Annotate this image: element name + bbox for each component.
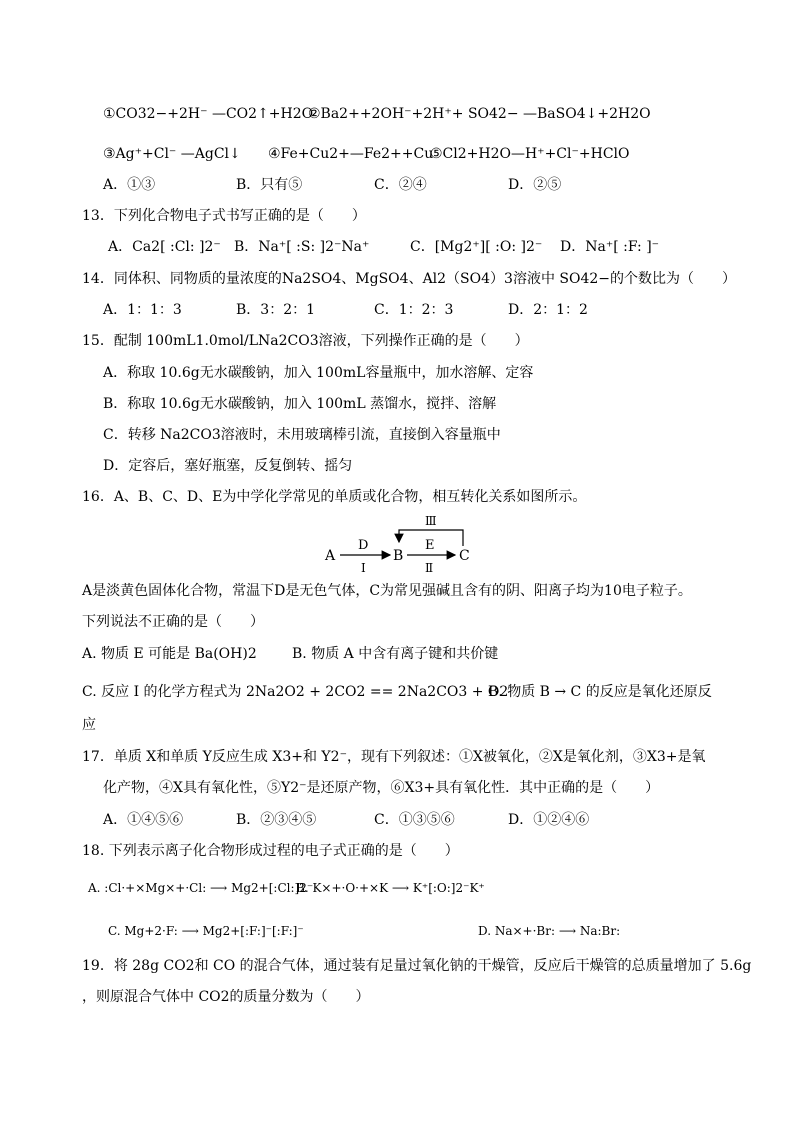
q15-option-b[interactable]: B．称取 10.6g无水碳酸钠，加入 100mL 蒸馏水，搅拌、溶解 (103, 396, 497, 412)
q17-option-a[interactable]: A．①④⑤⑥ (103, 812, 184, 828)
q18-stem: 18. 下列表示离子化合物形成过程的电子式正确的是（ ） (82, 843, 459, 859)
q12-option-a[interactable]: A．①③ (103, 177, 156, 193)
q12-eq2: ②Ba2++2OH⁻+2H⁺+ SO42− —BaSO4↓+2H2O (308, 106, 651, 122)
q16-stem: 16．A、B、C、D、E为中学化学常见的单质或化合物，相互转化关系如图所示。 (82, 489, 587, 505)
q12-option-d[interactable]: D．②⑤ (508, 177, 562, 193)
q16-option-b[interactable]: B. 物质 A 中含有离子键和共价键 (292, 646, 499, 662)
diagram-label-r2: Ⅱ (425, 561, 434, 575)
q15-option-d[interactable]: D．定容后，塞好瓶塞，反复倒转、摇匀 (103, 458, 353, 474)
q12-eq1: ①CO32−+2H⁻ —CO2↑+H2O (103, 106, 314, 122)
q18-option-a[interactable]: A. :Cl·+×Mg×+·Cl: ⟶ Mg2+[:Cl:]2⁻ (88, 881, 314, 895)
q16-option-a[interactable]: A. 物质 E 可能是 Ba(OH)2 (82, 646, 257, 662)
q12-eq4: ④Fe+Cu2+—Fe2++Cu (268, 146, 434, 162)
q13-option-c[interactable]: C．[Mg2⁺][ :O: ]2⁻ (410, 239, 543, 255)
diagram-label-b: B (393, 548, 404, 564)
q18-option-c[interactable]: C. Mg+2·F: ⟶ Mg2+[:F:]⁻[:F:]⁻ (108, 924, 304, 938)
q15-option-a[interactable]: A．称取 10.6g无水碳酸钠，加入 100mL容量瓶中，加水溶解、定容 (103, 365, 534, 381)
q13-option-b[interactable]: B．Na⁺[ :S: ]2⁻Na⁺ (234, 239, 370, 255)
q12-option-c[interactable]: C．②④ (374, 177, 427, 193)
q14-option-d[interactable]: D．2：1：2 (508, 302, 588, 318)
q14-option-c[interactable]: C．1：2：3 (374, 302, 454, 318)
q12-option-b[interactable]: B．只有⑤ (236, 177, 303, 193)
q16-desc1: A是淡黄色固体化合物，常温下D是无色气体，C为常见强碱且含有的阴、阳离子均为10电子粒子。 (82, 583, 692, 599)
q17-option-d[interactable]: D．①②④⑥ (508, 812, 590, 828)
q19-line1: 19．将 28g CO2和 CO 的混合气体，通过装有足量过氧化钠的干燥管，反应后干燥管的总质量增加了 5.6g (82, 958, 752, 974)
diagram-label-d: D (358, 538, 369, 553)
q18-option-b[interactable]: B. K×+·O·+×K ⟶ K⁺[:O:]2⁻K⁺ (296, 881, 485, 895)
q13-option-a[interactable]: A．Ca2[ :Cl: ]2⁻ (108, 239, 221, 255)
q17-line2: 化产物，④X具有氧化性，⑤Y2⁻是还原产物，⑥X3+具有氧化性．其中正确的是（ ） (103, 780, 660, 796)
q19-line2: ，则原混合气体中 CO2的质量分数为（ ） (82, 989, 370, 1005)
q17-line1: 17．单质 X和单质 Y反应生成 X3+和 Y2⁻，现有下列叙述：①X被氧化，②X是氧化剂，③X3+是氧 (82, 749, 706, 765)
q12-eq3: ③Ag⁺+Cl⁻ —AgCl↓ (103, 146, 241, 162)
q13-option-d[interactable]: D．Na⁺[ :F: ]⁻ (560, 239, 660, 255)
q14-stem: 14．同体积、同物质的量浓度的Na2SO4、MgSO4、Al2（SO4）3溶液中 SO42−的个数比为（ ） (82, 271, 737, 287)
q17-option-c[interactable]: C．①③⑤⑥ (374, 812, 455, 828)
q13-stem: 13．下列化合物电子式书写正确的是（ ） (82, 208, 366, 224)
diagram-label-a: A (325, 548, 336, 564)
q14-option-a[interactable]: A．1：1：3 (103, 302, 182, 318)
q17-option-b[interactable]: B．②③④⑤ (236, 812, 317, 828)
q15-stem: 15．配制 100mL1.0mol/LNa2CO3溶液，下列操作正确的是（ ） (82, 333, 529, 349)
q16-option-c[interactable]: C. 反应 I 的化学方程式为 2Na2O2 + 2CO2 == 2Na2CO3 + O2 (82, 684, 509, 700)
q14-option-b[interactable]: B．3：2：1 (236, 302, 316, 318)
q16-reaction-diagram (315, 510, 485, 578)
q16-desc2: 下列说法不正确的是（ ） (82, 614, 264, 630)
q12-eq5: ⑤Cl2+H2O—H⁺+Cl⁻+HClO (430, 146, 630, 162)
q15-option-c[interactable]: C．转移 Na2CO3溶液时，未用玻璃棒引流，直接倒入容量瓶中 (103, 427, 501, 443)
q18-option-d[interactable]: D. Na×+·Br: ⟶ Na:Br: (478, 924, 621, 938)
diagram-label-c: C (459, 548, 470, 564)
diagram-label-r1: I (361, 561, 366, 575)
diagram-label-e: E (425, 538, 435, 553)
q16-option-d[interactable]: B. 物质 B → C 的反应是氧化还原反 (488, 684, 712, 700)
diagram-label-r3: Ⅲ (425, 514, 437, 528)
q16-option-d-cont: 应 (82, 717, 96, 733)
